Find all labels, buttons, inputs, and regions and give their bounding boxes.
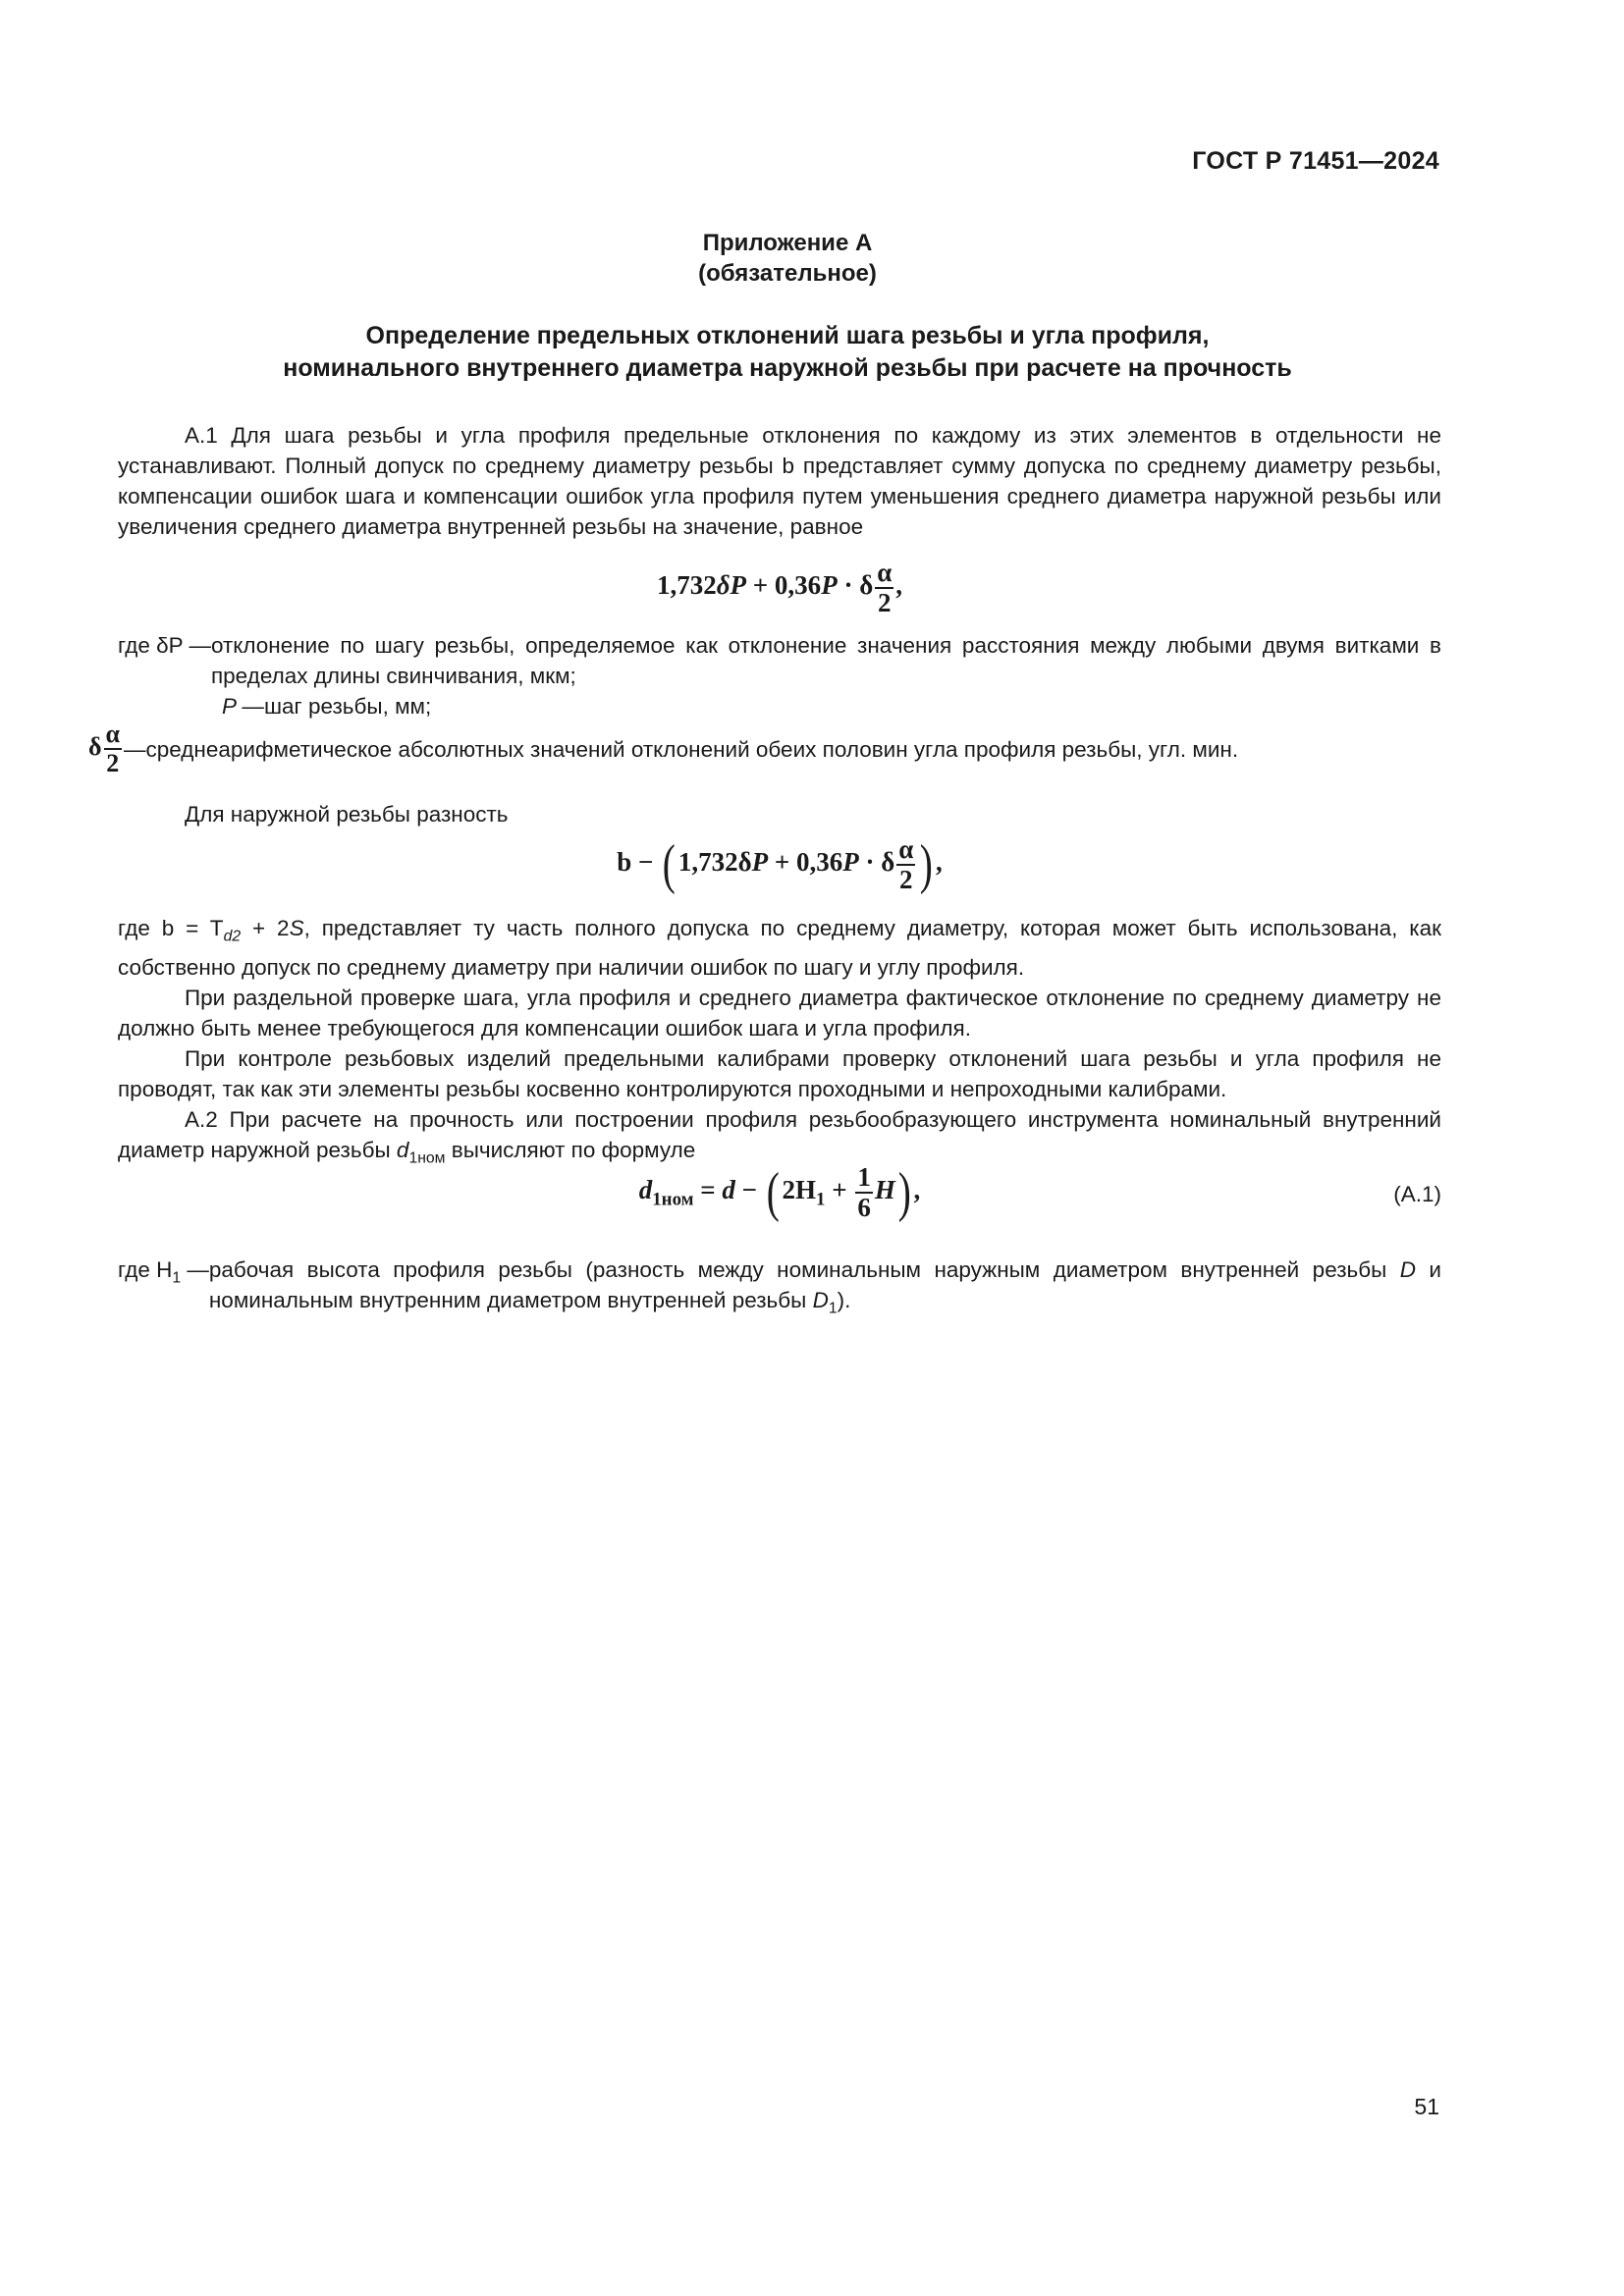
paragraph-separate-check: При раздельной проверке шага, угла профиля и среднего диаметра фактическое отклонение по среднему диаметру не должно быть менее требующегося для компенсации ошибок шага и угла профиля.	[118, 985, 1441, 1041]
where-item-h1: где $H_1$ — рабочая высота профиля резьбы (разность между номинальным наружным диаметром внутренней резьбы D и номинальным внутренним диаметром внутренней резьбы $D_1$).	[118, 1257, 1441, 1317]
annex-label: Приложение А	[702, 230, 873, 256]
paragraph-gauge-control: При контроле резьбовых изделий предельными калибрами проверку отклонений шага резьбы и угла профиля не проводят, так как эти элементы резьбы косвенно контролируются проходными и непроходными калибрами.	[118, 1045, 1441, 1101]
where-item-delta-alpha: δ $\frac{\alpha}{2}$ — среднеарифметическое абсолютных значений отклонений обеих половин угла профиля резьбы, угл. мин.	[88, 720, 1239, 777]
document-code: ГОСТ Р 71451—2024	[1192, 147, 1439, 175]
annex-status: (обязательное)	[698, 260, 877, 287]
paragraph-a2: А.2 При расчете на прочность или построении профиля резьбообразующего инструмента номинальный внутренний диаметр наружной резьбы $d_{1ном}$ вычисляют по формуле	[118, 1106, 1441, 1166]
where-list-2	[118, 1255, 1441, 1324]
where-list-1	[88, 630, 1441, 777]
where-item-delta-p: где δP — отклонение по шагу резьбы, определяемое как отклонение значения расстояния между любыми двумя витками в пределах длины свинчивания, мкм;	[118, 633, 1441, 688]
annex-heading	[0, 228, 1575, 289]
annex-title-line-2: номинального внутреннего диаметра наружной резьбы при расчете на прочность	[283, 354, 1292, 382]
equation-number: (А.1)	[1393, 1182, 1441, 1206]
paragraph-where-b: где $b = T_{d2} + 2S$, представляет ту часть полного допуска по среднему диаметру, которая может быть использована, как собственно допуск по среднему диаметру при наличии ошибок по шагу и углу профиля.	[118, 916, 1441, 980]
formula-compensation: 1,732δP + 0,36P · δ $\frac{\alpha}{2}$ ,	[656, 558, 903, 617]
where-item-p: P — шаг резьбы, мм;	[222, 694, 432, 719]
annex-title-line-1: Определение предельных отклонений шага резьбы и угла профиля,	[365, 322, 1210, 349]
fraction-alpha-half: $\frac{\alpha}{2}$	[877, 558, 893, 617]
annex-title	[0, 320, 1575, 385]
paragraph-a1	[118, 420, 1441, 542]
paragraph-difference: Для наружной резьбы разность	[185, 802, 509, 827]
formula-difference: b − ( 1,732δP + 0,36P · δ $\frac{\alpha}{2}$ ) ,	[617, 834, 943, 895]
paragraph-a1-text: А.1 Для шага резьбы и угла профиля предельные отклонения по каждому из этих элементов в отдельности не устанавливают. Полный допуск по среднему диаметру резьбы b представляет сумму допуска по среднему диаметру резьбы, компенсации ошибок шага и компенсации ошибок угла профиля путем уменьшения среднего диаметра наружной резьбы или увеличения среднего диаметра внутренней резьбы на значение, равное	[118, 423, 1441, 539]
paragraphs-block	[118, 913, 1441, 1173]
page-number: 51	[1414, 2094, 1439, 2119]
formula-a1: $d_{1ном} = d$ − ( $2H_1$ + $\frac{1}{6}$ H) , (А.1)	[638, 1162, 1441, 1223]
